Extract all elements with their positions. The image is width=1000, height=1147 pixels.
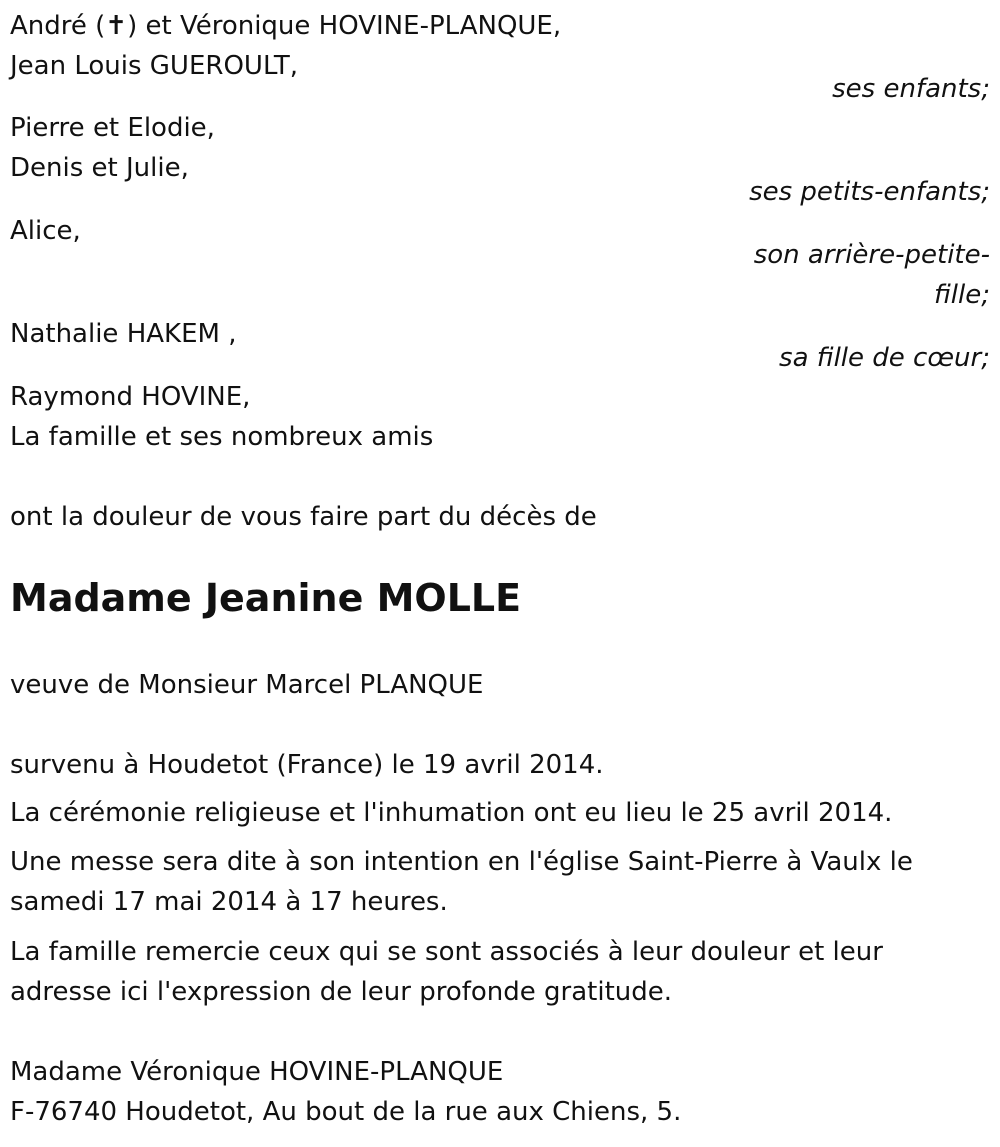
relation-children: ses enfants; (832, 74, 990, 104)
family-line-1: André (✝) et Véronique HOVINE-PLANQUE, (10, 11, 562, 41)
relation-great-grandchild-2: fille; (934, 280, 990, 310)
relation-grandchildren: ses petits-enfants; (749, 177, 990, 207)
mass-details-line-2: samedi 17 mai 2014 à 17 heures. (10, 887, 448, 917)
relation-heart-daughter: sa fille de cœur; (779, 343, 990, 373)
death-details: survenu à Houdetot (France) le 19 avril 2014. (10, 750, 604, 780)
family-line-4: Denis et Julie, (10, 153, 189, 183)
ceremony-details: La cérémonie religieuse et l'inhumation ont eu lieu le 25 avril 2014. (10, 798, 893, 828)
contact-name: Madame Véronique HOVINE-PLANQUE (10, 1057, 504, 1087)
thanks-line-1: La famille remercie ceux qui se sont associés à leur douleur et leur (10, 937, 883, 967)
family-line-6: Nathalie HAKEM , (10, 319, 237, 349)
family-line-3: Pierre et Elodie, (10, 113, 215, 143)
family-line-8: La famille et ses nombreux amis (10, 422, 434, 452)
announcement-text: ont la douleur de vous faire part du décès de (10, 502, 597, 532)
family-line-2: Jean Louis GUEROULT, (10, 51, 299, 81)
mass-details-line-1: Une messe sera dite à son intention en l'église Saint-Pierre à Vaulx le (10, 847, 913, 877)
widow-of-text: veuve de Monsieur Marcel PLANQUE (10, 670, 484, 700)
family-line-7: Raymond HOVINE, (10, 382, 251, 412)
deceased-name: Madame Jeanine MOLLE (10, 576, 522, 620)
family-line-5: Alice, (10, 216, 81, 246)
contact-address: F-76740 Houdetot, Au bout de la rue aux Chiens, 5. (10, 1097, 682, 1127)
thanks-line-2: adresse ici l'expression de leur profonde gratitude. (10, 977, 673, 1007)
relation-great-grandchild-1: son arrière-petite- (753, 240, 990, 270)
